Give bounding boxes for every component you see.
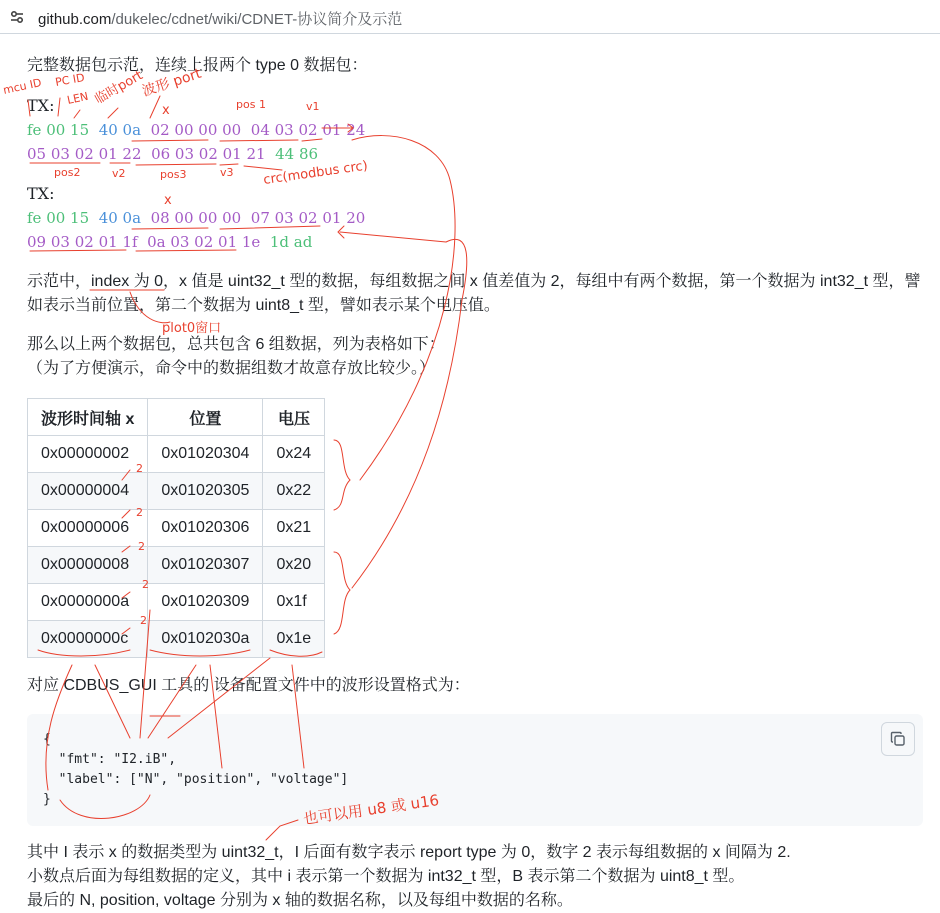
table-cell: 0x20	[263, 547, 325, 584]
browser-address-bar[interactable]	[0, 0, 940, 34]
annotation-two: 2	[138, 540, 145, 553]
header-bytes: fe 00 15	[27, 121, 90, 139]
column-header: 位置	[148, 399, 263, 436]
copy-icon	[890, 731, 906, 747]
table-cell: 0x22	[263, 473, 325, 510]
table-cell: 0x00000002	[28, 436, 148, 473]
annotation-pos1: pos 1	[236, 98, 266, 111]
table-cell: 0x1e	[263, 621, 325, 658]
table-cell: 0x00000006	[28, 510, 148, 547]
annotation-len: LEN	[65, 89, 90, 107]
annotation-wave-port: 波形 port	[140, 65, 204, 100]
group-bytes: 05 03 02 01 22	[27, 145, 142, 163]
annotation-x-1: x	[162, 103, 170, 118]
table-row	[28, 621, 325, 658]
crc-bytes: 44 86	[275, 145, 319, 163]
table-row	[28, 584, 325, 621]
summary-line-1: 那么以上两个数据包，总共包含 6 组数据，列为表格如下：	[27, 336, 445, 353]
code-block	[27, 714, 923, 826]
url-host: github.com	[38, 11, 112, 28]
tx-label-1: TX:	[27, 96, 55, 115]
packet2-line2	[27, 232, 312, 252]
table-cell: 0x01020305	[148, 473, 263, 510]
table-cell: 0x21	[263, 510, 325, 547]
group-bytes: 06 03 02 01 21	[151, 145, 266, 163]
url-path: /dukelec/cdnet/wiki/CDNET-协议简介及示范	[111, 11, 403, 28]
annotation-two: 2	[140, 614, 147, 627]
annotation-two: 2	[136, 462, 143, 475]
summary-line-2: （为了方便演示，命令中的数据组数才故意存放比较少。）	[27, 360, 436, 377]
note-line-1: 其中 I 表示 x 的数据类型为 uint32_t，I 后面有数字表示 report type 为 0，数字 2 表示每组数据的 x 间隔为 2.	[27, 844, 791, 861]
crc-bytes: 1d ad	[269, 233, 313, 251]
annotation-v3: v3	[220, 166, 234, 179]
intro-text: 完整数据包示范，连续上报两个 type 0 数据包：	[27, 57, 368, 74]
code-content[interactable]: { "fmt": "I2.iB", "label": ["N", "position", "voltage"] }	[43, 732, 349, 807]
group-bytes: 0a 03 02 01 1e	[147, 233, 261, 251]
annotation-plot-window: plot0窗口	[162, 321, 222, 336]
site-settings-icon[interactable]	[9, 9, 25, 25]
table-cell: 0x01020306	[148, 510, 263, 547]
annotation-two: 2	[136, 506, 143, 519]
packet1-line1	[27, 120, 365, 140]
annotation-temp-port: 临时port	[92, 68, 146, 108]
header-bytes: fe 00 15	[27, 209, 90, 227]
port-bytes: 40 0a	[98, 121, 142, 139]
table-cell: 0x0102030a	[148, 621, 263, 658]
port-bytes: 40 0a	[98, 209, 142, 227]
waveform-table	[27, 398, 325, 658]
table-row	[28, 436, 325, 473]
table-header-row	[28, 399, 325, 436]
x-bytes: 02 00 00 00	[150, 121, 242, 139]
table-row	[28, 510, 325, 547]
annotation-pc-id: PC ID	[54, 71, 86, 89]
group-bytes: 04 03 02 01 24	[250, 121, 366, 139]
table-cell: 0x01020309	[148, 584, 263, 621]
column-header: 波形时间轴 x	[28, 399, 148, 436]
table-cell: 0x24	[263, 436, 325, 473]
config-intro: 对应 CDBUS_GUI 工具的 设备配置文件中的波形设置格式为：	[27, 677, 470, 694]
x-bytes: 08 00 00 00	[150, 209, 242, 227]
annotation-crc: crc(modbus crc)	[262, 158, 369, 188]
note-line-3: 最后的 N, position, voltage 分别为 x 轴的数据名称，以及每组中数据的名称。	[27, 892, 573, 909]
tx-label-2: TX:	[27, 184, 55, 203]
copy-button[interactable]	[881, 722, 915, 756]
table-row	[28, 547, 325, 584]
annotation-pos2: pos2	[54, 166, 81, 179]
group-bytes: 07 03 02 01 20	[250, 209, 366, 227]
table-cell: 0x00000004	[28, 473, 148, 510]
annotation-x-2: x	[164, 193, 172, 208]
annotation-pos3: pos3	[160, 168, 187, 181]
explain-line-2: 如表示当前位置，第二个数据为 uint8_t 型，譬如表示某个电压值。	[27, 297, 500, 314]
url-text[interactable]	[38, 8, 402, 29]
table-row	[28, 473, 325, 510]
table-cell: 0x0000000c	[28, 621, 148, 658]
annotation-u8-u16: 也可以用 u8 或 u16	[302, 791, 441, 828]
annotation-mcu-id: mcu ID	[1, 76, 43, 97]
column-header: 电压	[263, 399, 325, 436]
table-cell: 0x01020307	[148, 547, 263, 584]
annotation-two: 2	[142, 578, 149, 591]
note-line-2: 小数点后面为每组数据的定义，其中 i 表示第一个数据为 int32_t 型，B 表示第二个数据为 uint8_t 型。	[27, 868, 745, 885]
annotation-v2: v2	[112, 167, 126, 180]
table-cell: 0x00000008	[28, 547, 148, 584]
table-cell: 0x01020304	[148, 436, 263, 473]
table-cell: 0x0000000a	[28, 584, 148, 621]
explain-line-1: 示范中，index 为 0，x 值是 uint32_t 型的数据，每组数据之间 x 值差值为 2，每组中有两个数据，第一个数据为 int32_t 型，譬	[27, 273, 921, 290]
table-cell: 0x1f	[263, 584, 325, 621]
annotation-v1: v1	[306, 100, 320, 113]
packet1-line2	[27, 144, 318, 164]
packet2-line1	[27, 208, 365, 228]
group-bytes: 09 03 02 01 1f	[27, 233, 138, 251]
